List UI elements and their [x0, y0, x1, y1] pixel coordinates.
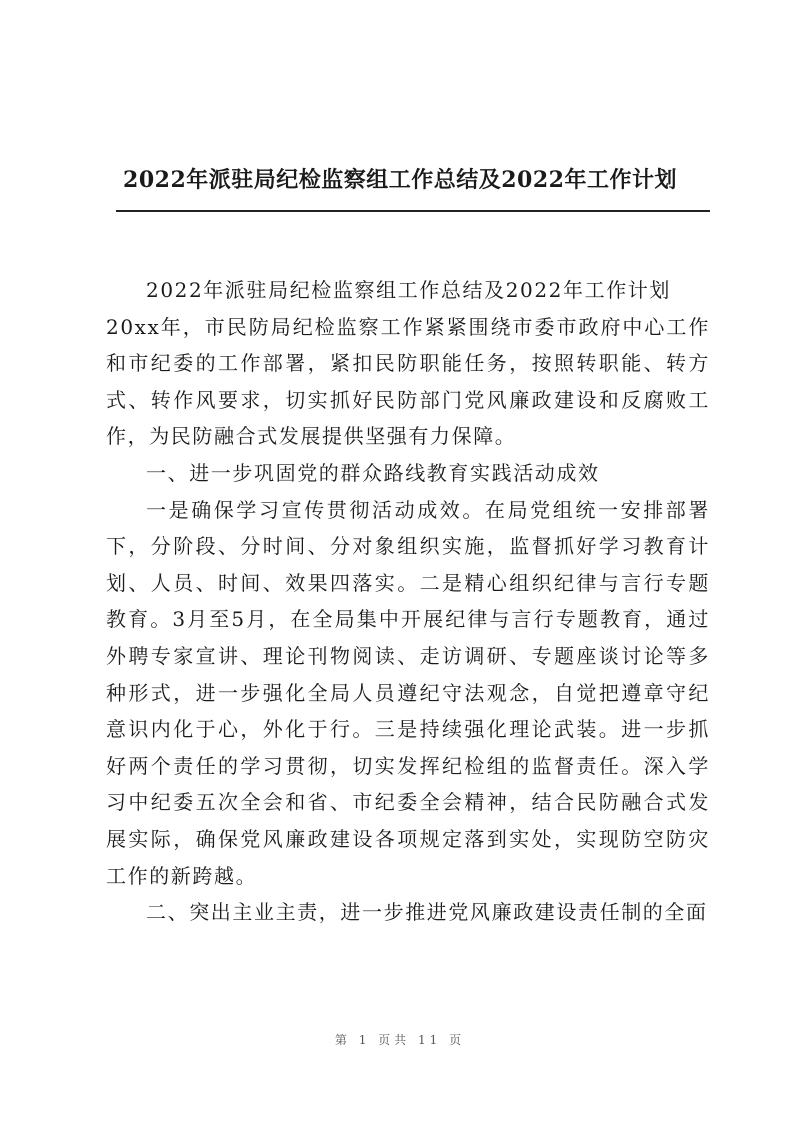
body-paragraph-heading: 2022年派驻局纪检监察组工作总结及2022年工作计划	[146, 278, 671, 302]
section-heading-1: 一、进一步巩固党的群众路线教育实践活动成效	[146, 460, 600, 485]
document-title: 2022年派驻局纪检监察组工作总结及2022年工作计划	[123, 167, 677, 193]
body-paragraph-section-1: 一是确保学习宣传贯彻活动成效。在局党组统一安排部署下，分阶段、分时间、分对象组织实施，监督抓好学习教育计划、人员、时间、效果四落实。二是精心组织纪律与言行专题教育。3月至5月，在全局集中开展纪律与言行专题教育，通过外聘专家宣讲、理论刊物阅读、走访调研、专题座谈讨论等多种形式，进一步强化全局人员遵纪守法观念，自觉把遵章守纪意识内化于心，外化于行。三是持续强化理论武装。进一步抓好两个责任的学习贯彻，切实发挥纪检组的监督责任。深入学习中纪委五次全会和省、市纪委全会精神，结合民防融合式发展实际，确保党风廉政建设各项规定落到实处，实现防空防灾工作的新跨越。	[106, 497, 710, 888]
title-underline	[116, 210, 710, 212]
page-number-footer: 第 1 页共 11 页	[334, 1033, 466, 1047]
body-paragraph-intro: 20xx年，市民防局纪检监察工作紧紧围绕市委市政府中心工作和市纪委的工作部署，紧扣民防职能任务，按照转职能、转方式、转作风要求，切实抓好民防部门党风廉政建设和反腐败工作，为民防融合式发展提供坚强有力保障。	[106, 314, 710, 449]
document-body	[106, 272, 710, 931]
section-heading-2: 二、突出主业主责，进一步推进党风廉政建设责任制的全面	[146, 900, 708, 925]
